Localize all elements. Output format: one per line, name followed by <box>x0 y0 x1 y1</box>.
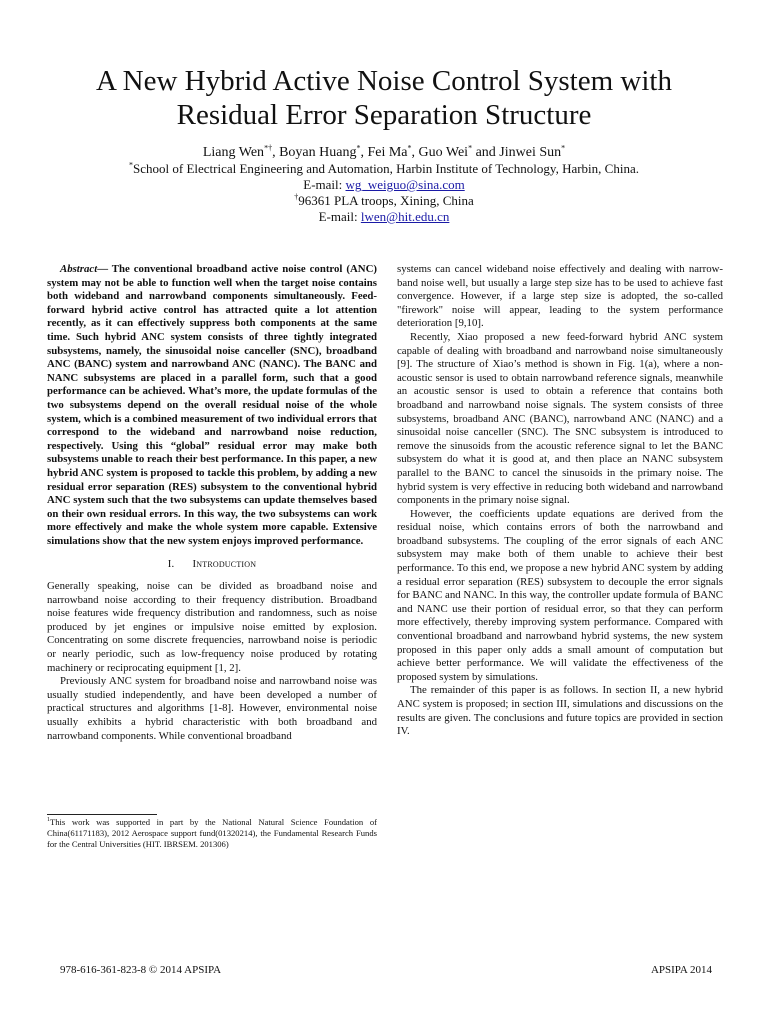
section-title: Introduction <box>192 558 257 571</box>
intro-paragraph-2: Previously ANC system for broadband noise and narrowband noise was usually studied independently, and have been developed a number of practical structures and algorithms [1-8]. However, environmental noise usually exhibits a hybrid characteristic with both broadband and narrowband components. While conventional broadband <box>47 675 377 742</box>
body-paragraph-2: Recently, Xiao proposed a new feed-forward hybrid ANC system capable of dealing with broadband and narrowband noise simultaneously [9]. The structure of Xiao’s method is shown in Fig. 1(a), where a non-acoustic sensor is used to obtain narrowband reference signals, meanwhile an acoustic sensor is used to obtain a reference that contains both broadband and narrowband noise signals. The system consists of three subsystems, broadband ANC (BANC), narrowband ANC (NANC) and a sinusoidal noise canceller (SNC). The SNC subsystem is introduced to remove the sinusoids from the acoustic reference signal to let the BANC subsystem do what it is good at, and then place an NANC subsystem parallel to the BANC to cancel the sinusoids in the primary noise. The hybrid system is very effective in reducing both wideband and narrowband components in the primary noise signal. <box>397 330 723 507</box>
affiliation-2 <box>40 193 728 209</box>
footnote <box>47 817 377 851</box>
intro-paragraph-1: Generally speaking, noise can be divided as broadband noise and narrowband noise according to their frequency distribution. Broadband noise features wide frequency distribution and randomness, such as noise produced by jet engines or impulsive noise emitted by explosion. Concentrating on some discrete frequencies, narrowband noise is periodic or nearly periodic, such as low-frequency noise produced by rotating machinery or reciprocating equipment [1, 2]. <box>47 580 377 674</box>
affiliation-2-sup: † <box>294 192 299 202</box>
left-column <box>47 263 377 743</box>
email-2-label: E-mail: <box>318 209 361 224</box>
email-2-link[interactable]: lwen@hit.edu.cn <box>360 209 450 224</box>
author-1-sup: *† <box>264 143 273 153</box>
abstract-lead: Abstract <box>60 263 98 275</box>
author-4-sup: * <box>468 143 473 153</box>
author-2-sup: * <box>356 143 361 153</box>
paper-title <box>40 64 728 132</box>
email-1-label: E-mail: <box>303 177 346 192</box>
abstract-dash: — <box>97 263 112 275</box>
footnote-marker: 1 <box>47 817 50 824</box>
author-1: Liang Wen <box>202 145 265 160</box>
footnote-text: This work was supported in part by the National Natural Science Foundation of China(61171183), 2012 Aerospace support fund(01320214), the Fundamental Research Funds for the Central Universities (HIT. IBRSEM. 201306) <box>47 817 377 850</box>
email-1-line <box>40 177 728 193</box>
author-block <box>40 144 728 225</box>
body-paragraph-4: The remainder of this paper is as follows. In section II, a new hybrid ANC system is proposed; in section III, simulations and discussions on the results are given. The conclusions and future topics are provided in section IV. <box>397 684 723 738</box>
title-line-1: A New Hybrid Active Noise Control System with <box>96 65 672 97</box>
abstract <box>47 263 377 548</box>
right-column <box>397 263 723 739</box>
author-5-sup: * <box>561 143 566 153</box>
footer-conference: APSIPA 2014 <box>650 964 712 976</box>
author-2: , Boyan Huang <box>272 145 357 160</box>
abstract-body: The conventional broadband active noise control (ANC) system may not be able to function well when the target noise contains both wideband and narrowband components simultaneously. Feed-forward hybrid active control has attracted quite a lot attention recently, as it can effectively suppress both components at the same time. Such hybrid ANC system consists of three tightly integrated subsystems, namely, the sinusoidal noise canceller (SNC), broadband ANC (BANC) system and narrowband ANC (NANC). The BANC and NANC subsystems are placed in a parallel form, such that a good performance can be achieved. What’s more, the update formulas of the two subsystems depend on the overall residual noise of the whole system, which is a combined measurement of two individual errors that correspond to the wideband and narrowband noise reduction, respectively. Using this “global” residual error may make both subsystems unable to reach their best performance. In this paper, a new hybrid ANC system is proposed to tackle this problem, by adding a new residual error separation (RES) subsystem to the conventional hybrid ANC system such that the two subsystems can update themselves based on their own residual errors. In this way, the two subsystems can work more effectively and make the whole system more capable. Extensive simulations show that the new system enjoys improved performance. <box>47 263 377 547</box>
author-4: , Guo Wei <box>411 145 469 160</box>
email-1-link[interactable]: wg_weiguo@sina.com <box>345 177 465 192</box>
author-3-sup: * <box>407 143 412 153</box>
affiliation-2-text: 96361 PLA troops, Xining, China <box>298 193 474 208</box>
body-paragraph-3: However, the coefficients update equations are derived from the residual noise, which contains errors of both the narrowband and broadband subsystems. The coupling of the error signals of each ANC subsystem may make both of them unable to achieve their best performance. To this end, we propose a new hybrid ANC system by adding a residual error separation (RES) subsystem to decouple the error signals for BANC and NANC. In this way, the controller update formula of BANC and NANC use their portion of residual error, so that they can perform more effectively, thereby improving system performance. Compared with conventional broadband and narrowband hybrid systems, the new system proposed in this paper only adds a small amount of computation but achieve better performance. We will validate the effectiveness of the proposed system by simulations. <box>397 507 723 683</box>
author-names <box>40 144 728 161</box>
email-2-line <box>40 209 728 225</box>
affiliation-1-text: School of Electrical Engineering and Automation, Harbin Institute of Technology, Harbin, China. <box>133 161 639 176</box>
title-line-2: Residual Error Separation Structure <box>176 99 592 131</box>
affiliation-1 <box>40 161 728 177</box>
footer-copyright: 978-616-361-823-8 © 2014 APSIPA <box>60 964 222 976</box>
section-number: I. <box>167 558 175 571</box>
footnote-divider <box>47 814 157 815</box>
author-3: , Fei Ma <box>360 145 408 160</box>
affiliation-1-sup: * <box>129 160 133 170</box>
section-heading-introduction <box>47 558 377 572</box>
body-paragraph-1: systems can cancel wideband noise effectively and dealing with narrow-band noise well, but usually a large step size has to be used to achieve fast convergence. However, if a large step size is adopted, the so-called "firework" noise will appear, leading to the system performance deterioration [9,10]. <box>397 263 723 330</box>
author-5: and Jinwei Sun <box>472 145 562 160</box>
